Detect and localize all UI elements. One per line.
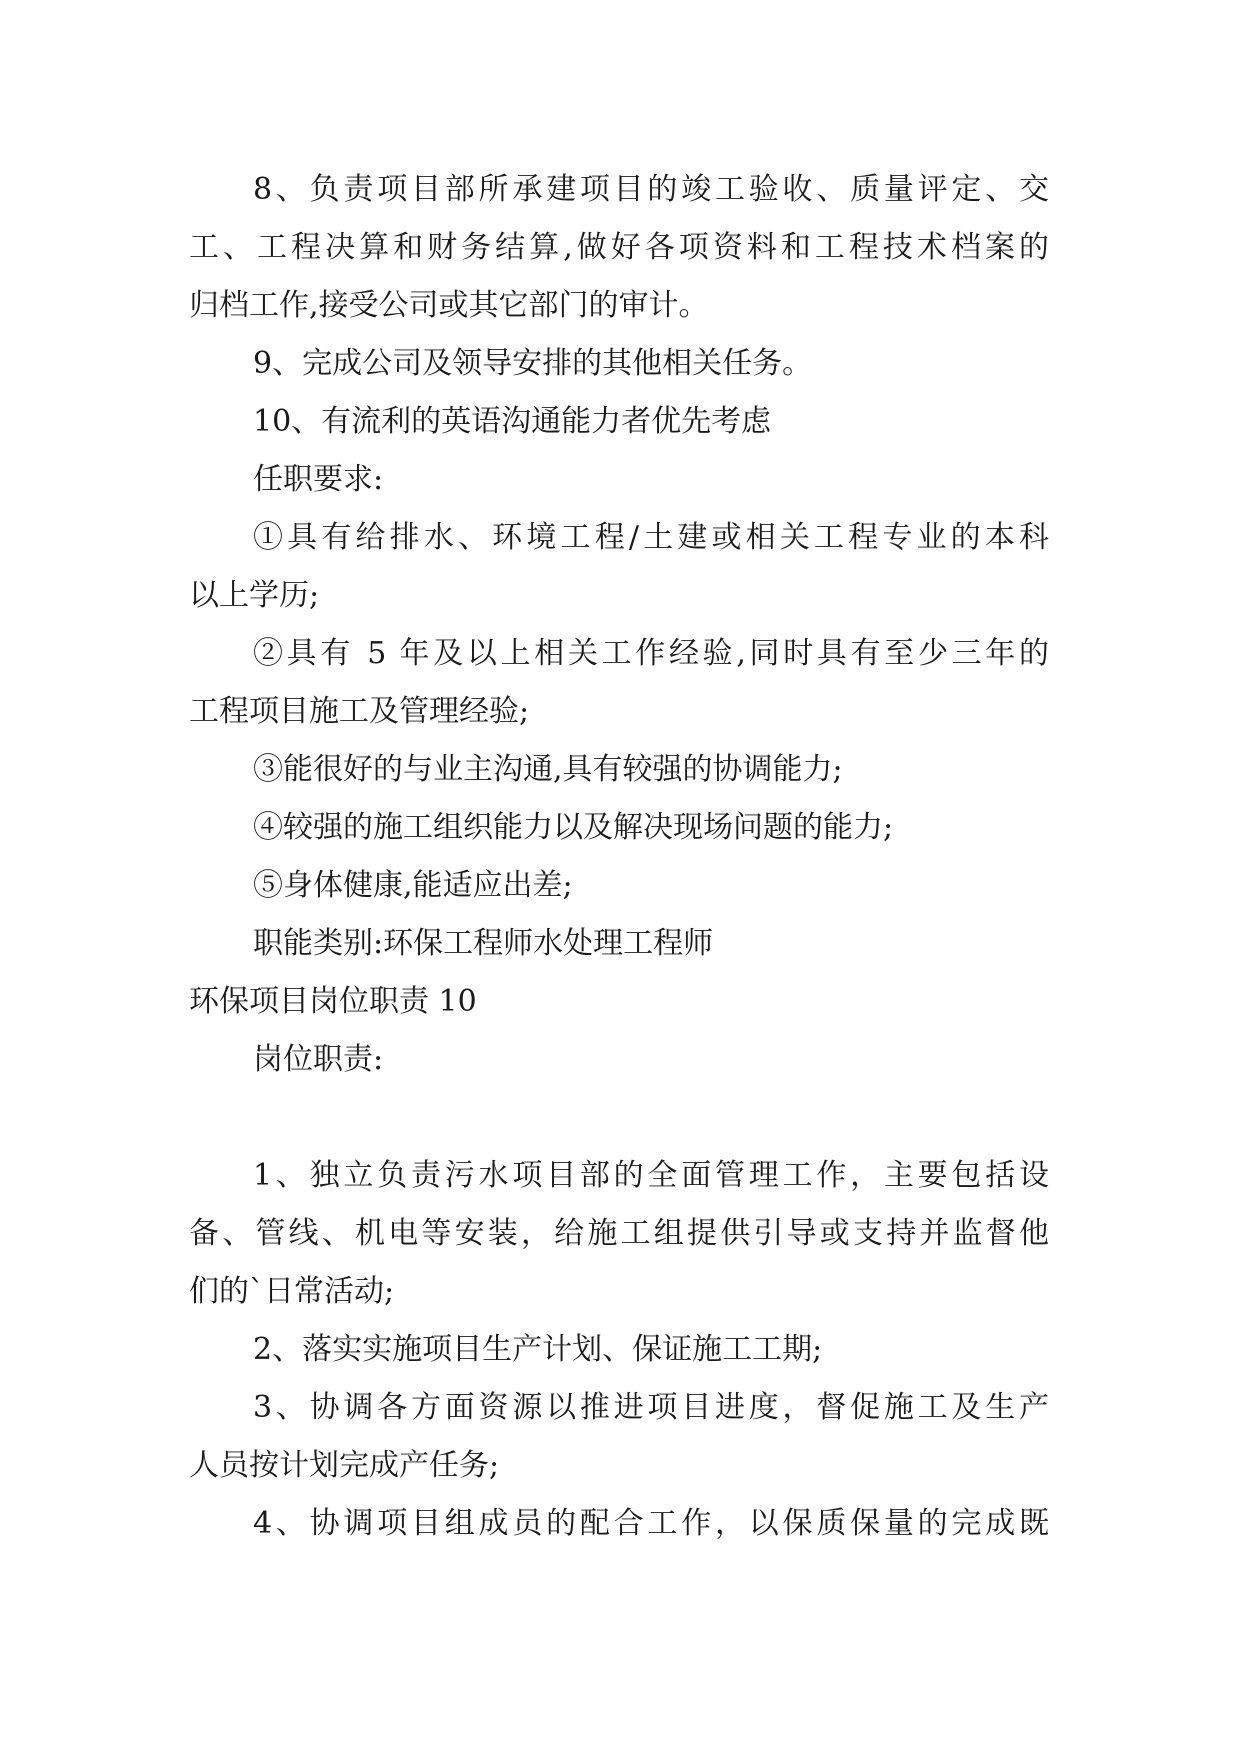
paragraph-line: 工程项目施工及管理经验; (189, 694, 530, 729)
paragraph-line: ②具有 5 年及以上相关工作经验,同时具有至少三年的 (253, 636, 1049, 671)
paragraph-line: 10、有流利的英语沟通能力者优先考虑 (253, 404, 772, 439)
paragraph-line: 们的`日常活动; (189, 1274, 395, 1309)
paragraph-line: 9、完成公司及领导安排的其他相关任务。 (253, 346, 813, 381)
paragraph-line: 3、协调各方面资源以推进项目进度，督促施工及生产 (253, 1390, 1049, 1425)
section-heading: 岗位职责: (253, 1042, 384, 1077)
paragraph-line: 人员按计划完成产任务; (189, 1448, 500, 1483)
paragraph-line: ③能很好的与业主沟通,具有较强的协调能力; (253, 752, 843, 787)
paragraph-line: 1、独立负责污水项目部的全面管理工作，主要包括设 (253, 1158, 1049, 1193)
paragraph-line: 以上学历; (189, 578, 320, 613)
document-title: 环保项目岗位职责 10 (189, 984, 477, 1019)
paragraph-line: 归档工作,接受公司或其它部门的审计。 (189, 288, 709, 323)
paragraph-line: ①具有给排水、环境工程/土建或相关工程专业的本科 (253, 520, 1049, 555)
paragraph-line: ⑤身体健康,能适应出差; (253, 868, 573, 903)
paragraph-line: 8、负责项目部所承建项目的竣工验收、质量评定、交 (253, 172, 1049, 207)
section-heading: 任职要求: (253, 462, 384, 497)
paragraph-line: ④较强的施工组织能力以及解决现场问题的能力; (253, 810, 894, 845)
paragraph-line: 职能类别:环保工程师水处理工程师 (253, 926, 714, 961)
paragraph-line: 4、协调项目组成员的配合工作，以保质保量的完成既 (253, 1506, 1049, 1541)
paragraph-line: 备、管线、机电等安装，给施工组提供引导或支持并监督他 (189, 1216, 1049, 1251)
paragraph-line: 2、落实实施项目生产计划、保证施工工期; (253, 1332, 823, 1367)
paragraph-line: 工、工程决算和财务结算,做好各项资料和工程技术档案的 (189, 230, 1049, 265)
